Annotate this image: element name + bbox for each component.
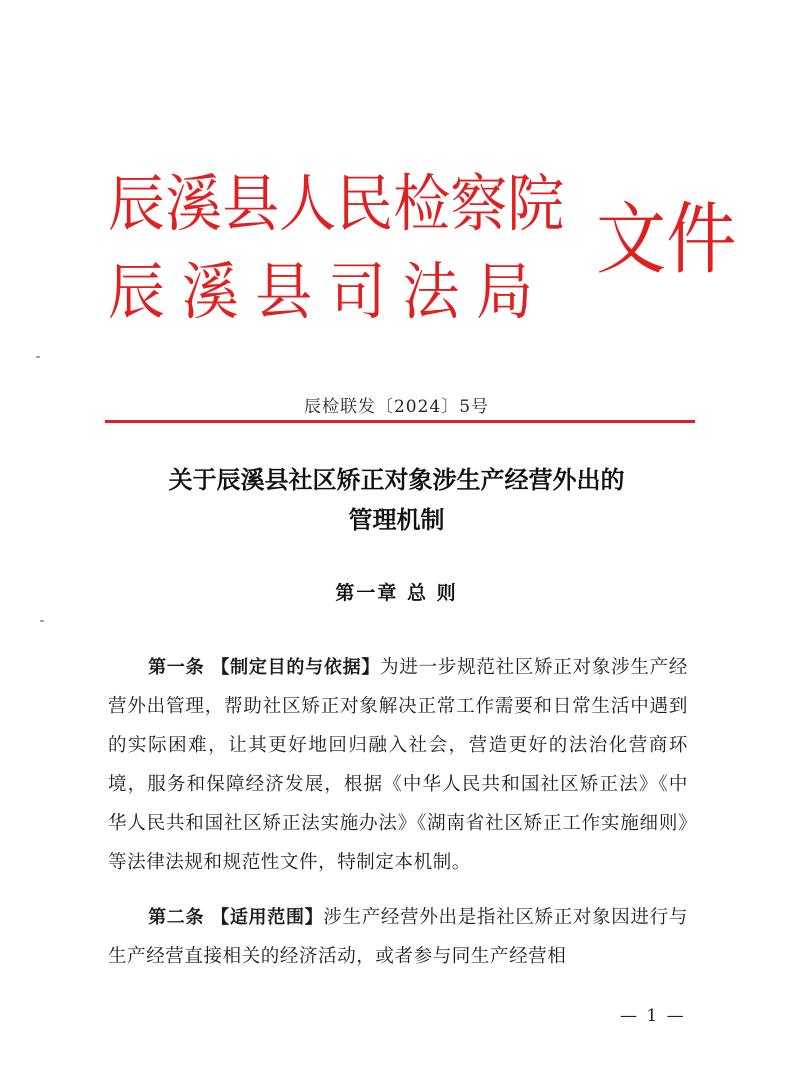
- page-number: — 1 —: [620, 1006, 686, 1026]
- article-2-label: 第二条 【适用范围】: [148, 907, 324, 928]
- article-1-text: 为进一步规范社区矫正对象涉生产经营外出管理，帮助社区矫正对象解决正常工作需要和日常生活中遇到的实际困难，让其更好地回归融入社会，营造更好的法治化营商环境，服务和保障经济发展，根据《中华人民共和国社区矫正法》《中华人民共和国社区矫正法实施办法》《湖南省社区矫正工作实施细则》等法律法规和规范性文件，特制定本机制。: [108, 657, 688, 873]
- article-1-label: 第一条 【制定目的与依据】: [148, 657, 381, 678]
- scan-speck: [40, 620, 44, 622]
- title-line-2: 管理机制: [348, 505, 445, 534]
- document-number: 辰检联发〔2024〕5号: [303, 397, 490, 417]
- article-2: [108, 898, 688, 976]
- title-line-1: 关于辰溪县社区矫正对象涉生产经营外出的: [168, 465, 625, 494]
- red-header: [0, 0, 793, 400]
- scan-speck: [36, 356, 40, 358]
- article-2-text: 涉生产经营外出是指社区矫正对象因进行与生产经营直接相关的经济活动，或者参与同生产经营相: [108, 907, 689, 967]
- issuer-justice-bureau: 辰溪县司法局: [108, 255, 550, 328]
- document-title: [100, 460, 693, 540]
- red-separator-line: [105, 420, 695, 423]
- issuer-procuratorate: 辰溪县人民检察院: [108, 167, 565, 240]
- article-1: [108, 648, 688, 882]
- chapter-heading: 第一章 总 则: [335, 582, 458, 604]
- document-word: 文件: [596, 195, 737, 285]
